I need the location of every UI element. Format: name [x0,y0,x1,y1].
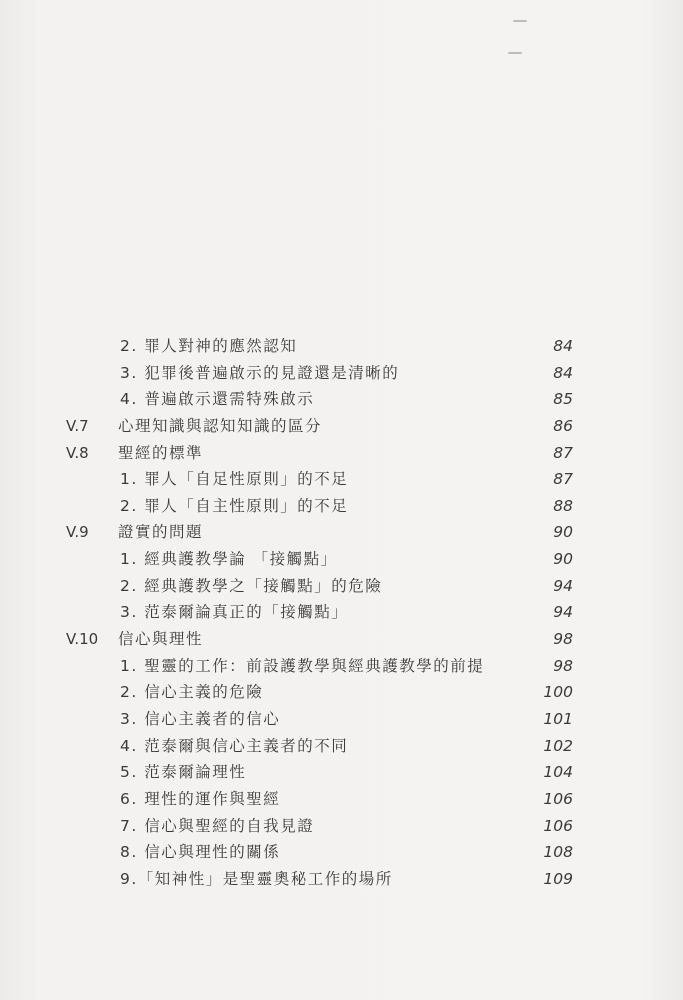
toc-entry-title: 證實的問題 [118,523,204,542]
toc-entry [0,866,683,893]
toc-entry [0,679,683,706]
toc-page-number: 108 [543,843,573,862]
toc-page-number: 102 [543,736,573,755]
toc-page-number: 90 [553,550,573,569]
toc-page-number: 84 [553,337,573,355]
toc-page-number: 85 [553,390,573,409]
toc-entry [0,519,683,546]
toc-entry [0,466,683,493]
toc-entry-title: 8. 信心與理性的關係 [120,843,281,862]
toc-entry-title: 2. 罪人對神的應然認知 [120,337,298,355]
toc-entry-title: 9.「知神性」是聖靈奧秘工作的場所 [120,869,393,888]
toc-entry-title: 4. 范泰爾與信心主義者的不同 [120,736,349,755]
toc-page-number: 98 [553,656,573,675]
toc-entry-title: 心理知識與認知知識的區分 [118,416,323,435]
toc-entry [0,786,683,813]
toc-entry [0,653,683,680]
toc-entry-title: 2. 罪人「自主性原則」的不足 [120,496,349,515]
toc-entry [0,839,683,866]
toc-section-number: V.8 [66,443,89,462]
toc-entry-title: 1. 經典護教學論 「接觸點」 [120,550,338,569]
toc-entry [0,440,683,467]
toc-entry-title: 1. 罪人「自足性原則」的不足 [120,470,349,489]
toc-entry-title: 7. 信心與聖經的自我見證 [120,816,315,835]
toc-page-number: 88 [553,496,573,515]
paper-mark [508,52,522,54]
toc-entry [0,546,683,573]
toc-entry [0,413,683,440]
toc-entry [0,599,683,626]
toc-entry [0,493,683,520]
toc-entry-title: 6. 理性的運作與聖經 [120,789,281,808]
toc-page-number: 84 [553,363,573,382]
toc-page-number: 87 [553,470,573,489]
toc-entry [0,333,683,360]
toc-entry [0,573,683,600]
toc-page-number: 87 [553,443,573,462]
toc-page-number: 94 [553,603,573,622]
toc-entry-title: 聖經的標準 [118,443,204,462]
toc-entry-title: 1. 聖靈的工作：前設護教學與經典護教學的前提 [120,656,485,675]
toc-page-number: 109 [543,869,573,888]
toc-entry-title: 3. 信心主義者的信心 [120,709,281,728]
toc-entry [0,626,683,653]
toc-page-number: 106 [543,816,573,835]
toc-entry [0,813,683,840]
table-of-contents [0,333,683,892]
toc-entry-title: 信心與理性 [118,630,204,649]
toc-page-number: 94 [553,576,573,595]
toc-entry [0,386,683,413]
paper-mark [513,20,527,22]
toc-entry-title: 2. 經典護教學之「接觸點」的危險 [120,576,383,595]
toc-section-number: V.7 [66,416,89,435]
toc-page-number: 101 [543,709,573,728]
toc-entry-title: 5. 范泰爾論理性 [120,763,247,782]
toc-entry [0,759,683,786]
toc-entry-title: 4. 普遍啟示還需特殊啟示 [120,390,315,409]
toc-section-number: V.9 [66,523,89,542]
toc-entry [0,733,683,760]
toc-page-number: 86 [553,416,573,435]
toc-page-number: 106 [543,789,573,808]
toc-entry-title: 3. 范泰爾論真正的「接觸點」 [120,603,349,622]
toc-entry-title: 2. 信心主義的危險 [120,683,264,702]
toc-page-number: 98 [553,630,573,649]
toc-entry [0,706,683,733]
toc-entry-title: 3. 犯罪後普遍啟示的見證還是清晰的 [120,363,400,382]
toc-page-number: 104 [543,763,573,782]
toc-page-number: 90 [553,523,573,542]
toc-section-number: V.10 [66,630,99,649]
toc-page-number: 100 [543,683,573,702]
toc-entry [0,360,683,387]
